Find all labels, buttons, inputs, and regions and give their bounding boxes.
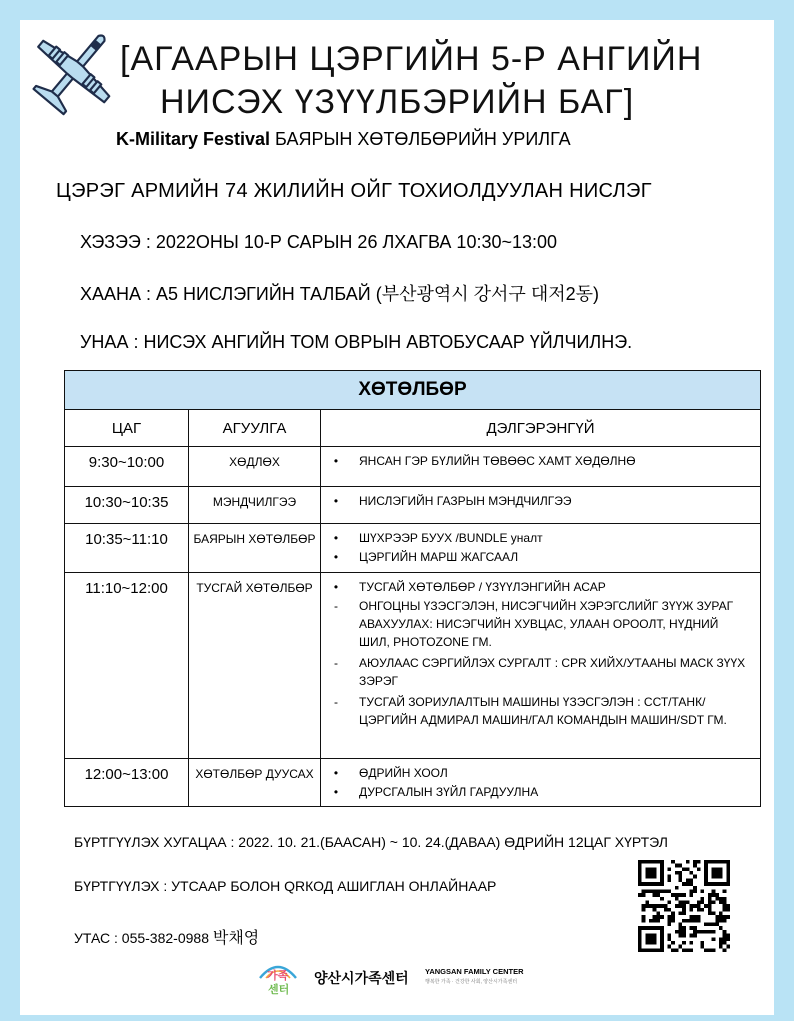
phone-number: УТАС : 055-382-0988 (74, 930, 213, 946)
column-header-content: АГУУЛГА (189, 410, 321, 447)
row-content: ТУСГАЙ ХӨТӨЛБӨР (189, 573, 321, 759)
title-line-2: НИСЭХ ҮЗҮҮЛБЭРИЙН БАГ] (160, 83, 635, 121)
table-row (65, 573, 761, 759)
detail-item (329, 452, 752, 470)
row-content: БАЯРЫН ХӨТӨЛБӨР (189, 524, 321, 573)
row-content: ХӨДЛӨХ (189, 447, 321, 487)
detail-marker: - (334, 656, 338, 670)
detail-item (329, 578, 752, 596)
detail-text: ТУСГАЙ ЗОРИУЛАЛТЫН МАШИНЫ ҮЗЭСГЭЛЭН : ССТ/ТАНК/ЦЭРГИЙН АДМИРАЛ МАШИН/ГАЛ КОМАНДЫН МАШИН/SDT ГМ. (359, 695, 727, 727)
logo-mark-bottom: 센터 (268, 983, 290, 996)
row-time: 11:10~12:00 (65, 573, 189, 759)
detail-text: АЮУЛААС СЭРГИЙЛЭХ СУРГАЛТ : CPR ХИЙХ/УТААНЫ МАСК ЗҮҮХ ЗЭРЭГ (359, 656, 746, 688)
registration-deadline: БҮРТГҮҮЛЭХ ХУГАЦАА : 2022. 10. 21.(БААСАН) ~ 10. 24.(ДАВАА) ӨДРИЙН 12ЦАГ ХҮРТЭЛ (74, 834, 668, 850)
subtitle-text: БАЯРЫН ХӨТӨЛБӨРИЙН УРИЛГА (270, 129, 571, 149)
schedule-header-row (65, 410, 761, 447)
detail-item (329, 783, 752, 801)
registration-phone (74, 925, 259, 948)
row-details (321, 759, 761, 807)
detail-text: ЦЭРГИЙН МАРШ ЖАГСААЛ (359, 550, 519, 564)
detail-text: ОНГОЦНЫ ҮЗЭСГЭЛЭН, НИСЭГЧИЙН ХЭРЭГСЛИЙГ ЗҮҮЖ ЗУРАГ АВАХУУЛАХ: НИСЭГЧИЙН ХУВЦАС, УЛААН ОРООЛТ, НҮДНИЙ ШИЛ, PHOTOZONE ГМ. (359, 599, 734, 649)
detail-text: ДУРСГАЛЫН ЗҮЙЛ ГАРДУУЛНА (359, 785, 539, 799)
detail-text: НИСЛЭГИЙН ГАЗРЫН МЭНДЧИЛГЭЭ (359, 494, 572, 508)
qr-code[interactable] (638, 860, 730, 952)
detail-marker: - (334, 599, 338, 613)
row-time: 10:35~11:10 (65, 524, 189, 573)
column-header-time: ЦАГ (65, 410, 189, 447)
center-tagline: 행복한 가족 · 건강한 사회, 양산시가족센터 (425, 979, 518, 985)
detail-text: ТУСГАЙ ХӨТӨЛБӨР / ҮЗҮҮЛЭНГИЙН АСАР (359, 580, 606, 594)
table-row (65, 447, 761, 487)
detail-marker: • (333, 580, 339, 594)
center-name: 양산시가족센터 (314, 970, 409, 986)
row-details (321, 487, 761, 524)
schedule-table (64, 370, 761, 807)
row-content: ХӨТӨЛБӨР ДУУСАХ (189, 759, 321, 807)
airplane-icon (26, 24, 124, 116)
table-row (65, 487, 761, 524)
row-details (321, 573, 761, 759)
event-heading: ЦЭРЭГ АРМИЙН 74 ЖИЛИЙН ОЙГ ТОХИОЛДУУЛАН НИСЛЭГ (56, 180, 652, 202)
center-name-en: YANGSAN FAMILY CENTER (425, 967, 524, 976)
logo-mark-top: 가족 (267, 969, 289, 982)
detail-marker: - (334, 695, 338, 709)
invitation-page (20, 20, 774, 1015)
schedule-title: ХӨТӨЛБӨР (65, 371, 761, 410)
detail-item (329, 529, 752, 547)
detail-item (329, 693, 752, 729)
column-header-details: ДЭЛГЭРЭНГҮЙ (321, 410, 761, 447)
subtitle-brand: K-Military Festival (116, 129, 271, 149)
detail-marker: • (333, 454, 339, 468)
detail-marker: • (333, 550, 339, 564)
detail-item (329, 764, 752, 782)
table-row (65, 524, 761, 573)
detail-marker: • (333, 531, 339, 545)
detail-marker: • (333, 785, 339, 799)
detail-text: ЯНСАН ГЭР БҮЛИЙН ТӨВӨӨС ХАМТ ХӨДӨЛНӨ (359, 454, 636, 468)
table-row (65, 759, 761, 807)
detail-marker: • (333, 766, 339, 780)
row-details (321, 447, 761, 487)
detail-marker: • (333, 494, 339, 508)
detail-item (329, 492, 752, 510)
event-when: ХЭЗЭЭ : 2022ОНЫ 10-Р САРЫН 26 ЛХАГВА 10:30~13:00 (80, 232, 558, 252)
event-transport: УНАА : НИСЭХ АНГИЙН ТОМ ОВРЫН АВТОБУСААР ҮЙЛЧИЛНЭ. (80, 332, 633, 352)
detail-item (329, 597, 752, 651)
row-time: 12:00~13:00 (65, 759, 189, 807)
detail-text: ШҮХРЭЭР БУУХ /BUNDLE уналт (359, 531, 543, 545)
phone-contact-name: 박채영 (212, 930, 260, 947)
row-time: 9:30~10:00 (65, 447, 189, 487)
registration-method: БҮРТГҮҮЛЭХ : УТСААР БОЛОН QRКОД АШИГЛАН ОНЛАЙНААР (74, 878, 497, 894)
row-content: МЭНДЧИЛГЭЭ (189, 487, 321, 524)
row-time: 10:30~10:35 (65, 487, 189, 524)
event-where: ХААНА : A5 НИСЛЭГИЙН ТАЛБАЙ (부산광역시 강서구 대저2동) (80, 284, 599, 304)
detail-item (329, 654, 752, 690)
row-details (321, 524, 761, 573)
title-line-1: [АГААРЫН ЦЭРГИЙН 5-Р АНГИЙН (120, 40, 703, 78)
subtitle (116, 129, 571, 150)
detail-item (329, 548, 752, 566)
detail-text: ӨДРИЙН ХООЛ (359, 766, 448, 780)
